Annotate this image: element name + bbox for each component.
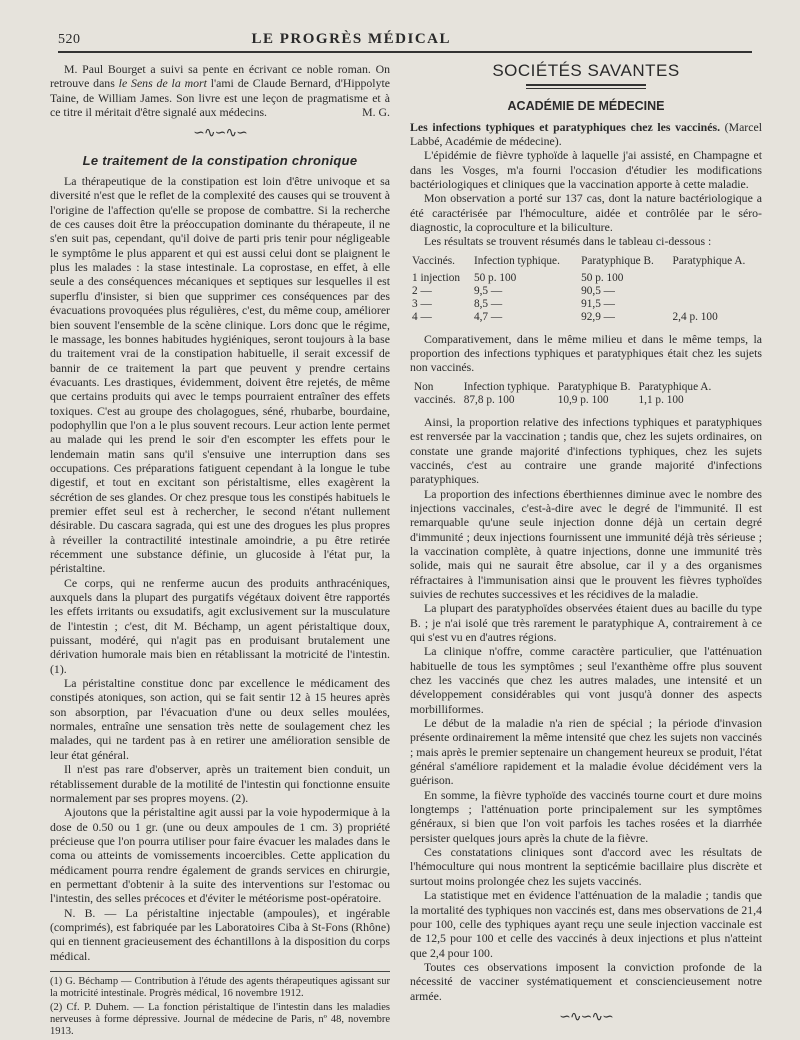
table-cell: vaccinés. bbox=[414, 393, 456, 406]
footnote: (2) Cf. P. Duhem. — La fonction péristaltique de l'intestin dans les maladies nerveuses à forme dépressive. Journal de médecine de Paris, nº 48, novembre 1913. bbox=[50, 1001, 390, 1037]
ornament-divider: ∽∿∽∿∽ bbox=[193, 126, 247, 142]
table-header: Paratyphique B. bbox=[557, 380, 631, 393]
article-paragraph: Ajoutons que la péristaltine agit aussi par la voie hypodermique à la dose de 0.50 ou 1 gr. (une ou deux ampoules de 1 cm. 3) propriété précieuse que l'on pourra utiliser pour faire évacuer les malades dans le coma ou atteints de vomissements incoercibles. Cette application du médicament pourra rendre également de grands services en chirurgie, en permettant d'obtenir à la suite des interventions sur l'estomac ou l'intestin, des selles précoces et d'éviter le météorisme post-opératoire. bbox=[50, 805, 390, 906]
table-cell: 87,8 p. 100 bbox=[463, 393, 515, 406]
table-cell bbox=[671, 298, 762, 311]
table-cell bbox=[671, 285, 762, 298]
report-paragraph: L'épidémie de fièvre typhoïde à laquelle j'ai assisté, en Champagne et dans les Vosges, m'a fourni l'occasion d'étudier les modifications bactériologiques et cliniques que la vaccination apporte à cette maladie. bbox=[410, 148, 762, 192]
page-number: 520 bbox=[58, 32, 81, 47]
end-ornament: ∽∿∽∿∽ bbox=[559, 1009, 613, 1025]
table-cell: 90,5 — bbox=[581, 284, 615, 297]
double-rule bbox=[526, 84, 646, 89]
journal-title: LE PROGRÈS MÉDICAL bbox=[251, 31, 452, 47]
report-title: Les infections typhiques et paratyphiques chez les vaccinés. (Marcel Labbé, Académie de médecine). bbox=[410, 119, 762, 149]
table-row bbox=[410, 381, 715, 394]
table-cell: 9,5 — bbox=[473, 284, 503, 297]
right-column bbox=[410, 62, 762, 1037]
table-cell bbox=[671, 272, 762, 285]
table-cell: 1 injection bbox=[412, 271, 461, 284]
table-cell: 91,5 — bbox=[581, 297, 615, 310]
book-review: M. Paul Bourget a suivi sa pente en écrivant ce noble roman. On retrouve dans le Sens de la mort l'ami de Claude Bernard, d'Hippolyte Taine, de William James. Son livre est une leçon de pragmatisme et à ce titre il méritait d'être signalé aux médecins. M. G. bbox=[50, 62, 391, 120]
table-row bbox=[410, 272, 762, 285]
results-table bbox=[410, 255, 762, 324]
report-paragraph: Ces constatations cliniques sont d'accord avec les résultats de l'hémoculture qui nous montrent la septicémie bacillaire plus discrète et surtout moins prolongée chez les sujets vaccinés. bbox=[410, 845, 762, 888]
report-paragraph: Ainsi, la proportion relative des infections typhiques et paratyphiques est renversée par la vaccination ; tandis que, chez les sujets ordinaires, on constate une grande majorité d'infections typhiques, chez les sujets vaccinés, c'est au contraire une grande majorité d'infections paratyphiques. bbox=[410, 414, 762, 487]
report-paragraph: Toutes ces observations imposent la conviction profonde de la nécessité de vacciner systématiquement et consciencieusement notre armée. bbox=[410, 959, 762, 1003]
report-paragraph: La plupart des paratyphoïdes observées étaient dues au bacille du type B. ; je n'ai isolé que très rarement le paratyphique A, contrairement à ce qui s'est vu en d'autres régions. bbox=[410, 601, 762, 644]
comparison-table bbox=[410, 381, 715, 407]
report-author: (Marcel Labbé, Académie de médecine). bbox=[410, 119, 762, 149]
article-paragraph: Ce corps, qui ne renferme aucun des produits anthracéniques, auxquels dans la plupart des purgatifs végétaux doivent être rapportés les effets irritants ou exsudatifs, agit exclusivement sur la musculature de l'intestin ; c'est, dit M. Béchamp, un agent péristaltique doux, puissant, modéré, qui n'agit pas en produisant brutalement une dérivation humorale mais bien en rétablissant la motricité de l'intestin. (1). bbox=[50, 575, 390, 676]
article-title: Le traitement de la constipation chronique bbox=[82, 152, 358, 168]
table-header: Vaccinés. bbox=[412, 254, 455, 267]
table-header: Paratyphique B. bbox=[581, 254, 654, 267]
report-paragraph: La proportion des infections éberthiennes diminue avec le nombre des injections vaccinales, c'est-à-dire avec le degré de l'immunité. Il est remarquable qu'une seule injection donne déjà un certain degré d'immunité ; deux injections fournissent une immunité déjà très sérieuse ; la vaccination complète, à quatre injections, donne une immunité très solide, mais qui ne saurait être absolue, car il y a des organismes réfractaires à l'immunisation ainsi que le prouvent les fièvres typhoïdes suivies de rechutes successives et les récidives de la maladie. bbox=[410, 486, 762, 601]
table-row bbox=[410, 311, 762, 324]
footnote: (1) G. Béchamp — Contribution à l'étude des agents thérapeutiques agissant sur la motricité intestinale. Progrès médical, 16 novembre 1912. bbox=[50, 975, 390, 999]
table-cell: 2,4 p. 100 bbox=[672, 310, 718, 323]
table-header: Infection typhique. bbox=[463, 380, 550, 393]
page-header bbox=[58, 26, 752, 53]
subsection-heading: ACADÉMIE DE MÉDECINE bbox=[507, 99, 665, 114]
table-cell: 10,9 p. 100 bbox=[557, 393, 609, 406]
article-paragraph: La péristaltine constitue donc par excellence le médicament des constipés atoniques, son action, qui se fait sentir 12 à 15 heures après son absorption, par l'évacuation d'une ou deux selles moulées, normales, entraîne une sensation très nette de soulagement chez les malades, qui ne tardent pas à en retirer une amélioration sensible de leur état général. bbox=[50, 676, 390, 762]
report-paragraph: Le début de la maladie n'a rien de spécial ; la période d'invasion présente ordinairement la même intensité que chez les sujets non vaccinés ; mais après le premier septenaire un changement heureux se produit, l'état général s'améliore rapidement et la maladie évolue décidément vers la guérison. bbox=[410, 716, 762, 788]
table-cell: 4,7 — bbox=[473, 310, 503, 323]
left-column bbox=[50, 62, 390, 1040]
article-paragraph: Il n'est pas rare d'observer, après un traitement bien conduit, un rétablissement durable de la motilité de l'intestin qui fonctionne ensuite normalement par ses propres moyens. (2). bbox=[50, 762, 390, 805]
table-header-row bbox=[410, 255, 762, 272]
table-header: Infection typhique. bbox=[473, 254, 560, 267]
review-signature: M. G. bbox=[362, 105, 390, 120]
table-cell: 50 p. 100 bbox=[581, 271, 624, 284]
table-row bbox=[410, 394, 715, 407]
table-cell: 50 p. 100 bbox=[473, 271, 517, 284]
article-paragraph: N. B. — La péristaltine injectable (ampoules), et ingérable (comprimés), est fabriquée par les Laboratoires Ciba à St-Fons (Rhône) qui en tiennent gracieusement des échantillons à la disposition du corps médical. bbox=[50, 905, 390, 963]
table-header: Paratyphique A. bbox=[672, 254, 746, 267]
section-heading: SOCIÉTÉS SAVANTES bbox=[492, 61, 680, 80]
table-cell: 8,5 — bbox=[473, 297, 503, 310]
report-paragraph: En somme, la fièvre typhoïde des vaccinés tourne court et dure moins longtemps ; l'atténuation porte principalement sur les symptômes généraux, si bien que l'on voit parfois les taches rosées et la diarrhée persister quelques jours après la chute de la fièvre. bbox=[410, 787, 762, 845]
report-paragraph: La statistique met en évidence l'atténuation de la maladie ; tandis que la mortalité des typhiques non vaccinés est, dans mes observations de 21,4 pour 100, celle des typhiques ayant reçu une seule injection vaccinale est de 12,5 pour 100 et celle des vaccinés à deux injections et plus n'atteint que 2,4 pour 100. bbox=[410, 888, 762, 960]
table-row bbox=[410, 285, 762, 298]
report-paragraph: Comparativement, dans le même milieu et dans le même temps, la proportion des infections typhiques et paratyphiques était chez les sujets non vaccinés. bbox=[410, 331, 762, 375]
table-cell: 3 — bbox=[412, 297, 432, 310]
table-cell: 4 — bbox=[412, 310, 432, 323]
footnotes bbox=[50, 971, 390, 1038]
table-cell: 92,9 — bbox=[581, 310, 615, 323]
report-paragraph: Mon observation a porté sur 137 cas, dont la nature bactériologique a été caractérisée par l'hémoculture, aidée et contrôlée par le séro-diagnostic, la coproculture et la biliculture. bbox=[410, 191, 762, 235]
report-paragraph: Les résultats se trouvent résumés dans le tableau ci-dessous : bbox=[424, 234, 712, 249]
table-cell: 1,1 p. 100 bbox=[638, 393, 684, 406]
article-paragraph: La thérapeutique de la constipation est loin d'être univoque et sa diversité n'est que le reflet de la complexité des causes qui se trouvent à l'origine de l'affection qu'elle se propose de combattre. Si la recherche de ces causes doit être la préoccupation dominante du thérapeute, il ne s'en suit pas, cependant, qu'il doive de parti pris tenir pour négligeable le symptôme le plus apparent et qui est aussi celui dont se plaignent le plus les malades : la stase intestinale. La coprostase, en effet, à elle seule a des conséquences mécaniques et septiques sur lesquelles il est superflu d'insister, si bien que supprimer ces conséquences par des évacuations provoquées plus régulières, c'est, du même coup, améliorer bien souvent l'ensemble de la scène clinique. Lors donc que le régime, le massage, les bonnes habitudes hygiéniques, seront toujours à la base du traitement vrai de la constipation habituelle, il serait excessif de bannir de ce traitement la part que peuvent y prendre certains évacuants. Les drastiques, évidemment, doivent être rejetés, de même que certains produits qui avec le temps pourraient entraîner des effets toxiques. C'est au groupe des cholagogues, séné, rhubarbe, bourdaine, podophyllin que l'on a le plus souvent recours. Leur action lente permet au malade qui les prend le soir d'en escompter les effets pour le lendemain matin sans qu'il s'ensuive une interruption dans ses occupations. Ces préparations fatiguent cependant à la longue le tube digestif, et tout en excitant son péristaltisme, elles exagèrent la sécrétion de ses glandes. Or chez presque tous les constipés habituels le premier effet seul est à rechercher, le second n'étant nullement désirable. Du cascara sagrada, qui est une des drogues les plus propres à réveiller la contractilité intestinale amoindrie, a pu être retirée récemment une substance définie, un glucoside à l'état pur, la péristaltine. bbox=[50, 174, 390, 576]
report-paragraph: La clinique n'offre, comme caractère particulier, que l'atténuation habituelle de tous les symptômes ; seul l'exanthème offre plus souvent chez les vaccinés que chez les autres malades, une intensité et un développement considérables qui vont jusqu'à donner des aspects morbilliformes. bbox=[410, 644, 762, 716]
table-cell: 2 — bbox=[412, 284, 432, 297]
table-row bbox=[410, 298, 762, 311]
table-cell: Non bbox=[414, 380, 434, 393]
table-header: Paratyphique A. bbox=[638, 380, 712, 393]
